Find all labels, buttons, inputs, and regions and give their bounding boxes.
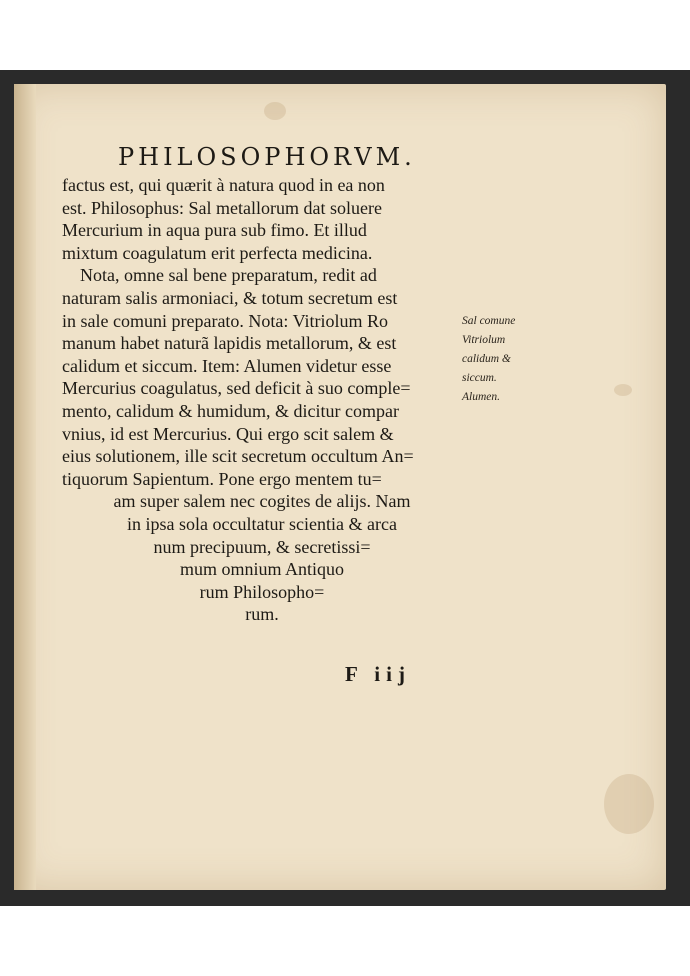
marginal-note: Vitriolum bbox=[462, 334, 506, 346]
text-line: factus est, qui quærit à natura quod in ea non bbox=[62, 175, 385, 195]
paper-stain bbox=[604, 774, 654, 834]
taper-line: mum omnium Antiquo bbox=[179, 559, 344, 580]
taper-line: rum Philosopho= bbox=[199, 581, 325, 602]
text-line: est. Philosophus: Sal metallorum dat soluere bbox=[62, 197, 382, 218]
marginal-note: Alumen. bbox=[462, 391, 501, 403]
text-line: naturam salis armoniaci, & totum secretum est bbox=[62, 287, 398, 308]
text-line: Mercurium in aqua pura sub fimo. Et illud bbox=[62, 220, 367, 241]
paper-stain bbox=[264, 102, 286, 120]
text-line: vnius, id est Mercurius. Qui ergo scit salem & bbox=[62, 423, 394, 444]
marginal-notes bbox=[462, 312, 552, 407]
text-line: Mercurius coagulatus, sed deficit à suo comple= bbox=[62, 378, 411, 399]
marginal-note: Sal comune bbox=[462, 315, 516, 327]
taper-line: rum. bbox=[245, 604, 279, 625]
taper-line: num precipuum, & secretissi= bbox=[153, 536, 371, 557]
taper-line: in ipsa sola occultatur scientia & arca bbox=[127, 513, 397, 534]
text-line: Nota, omne sal bene preparatum, redit ad bbox=[62, 265, 377, 286]
taper-line: am super salem nec cogites de alijs. Nam bbox=[113, 491, 411, 512]
running-head: PHILOSOPHORVM. bbox=[118, 143, 416, 171]
text-line: mixtum coagulatum erit perfecta medicina. bbox=[62, 242, 373, 263]
marginal-note: siccum. bbox=[462, 372, 497, 384]
text-line: in sale comuni preparato. Nota: Vitriolum Ro bbox=[62, 310, 389, 331]
text-line: eius solutionem, ille scit secretum occultum An= bbox=[62, 446, 414, 467]
marginal-note: calidum & bbox=[462, 353, 511, 365]
paper-stain bbox=[614, 384, 632, 396]
text-line: mento, calidum & humidum, & dicitur compar bbox=[62, 400, 399, 421]
text-line: manum habet naturã lapidis metallorum, & est bbox=[62, 333, 397, 354]
body-text bbox=[62, 174, 482, 626]
text-line: tiquorum Sapientum. Pone ergo mentem tu= bbox=[62, 468, 382, 489]
text-line: calidum et siccum. Item: Alumen videtur esse bbox=[62, 355, 392, 376]
signature-mark: F iij bbox=[345, 662, 411, 686]
page-gutter bbox=[14, 84, 36, 890]
